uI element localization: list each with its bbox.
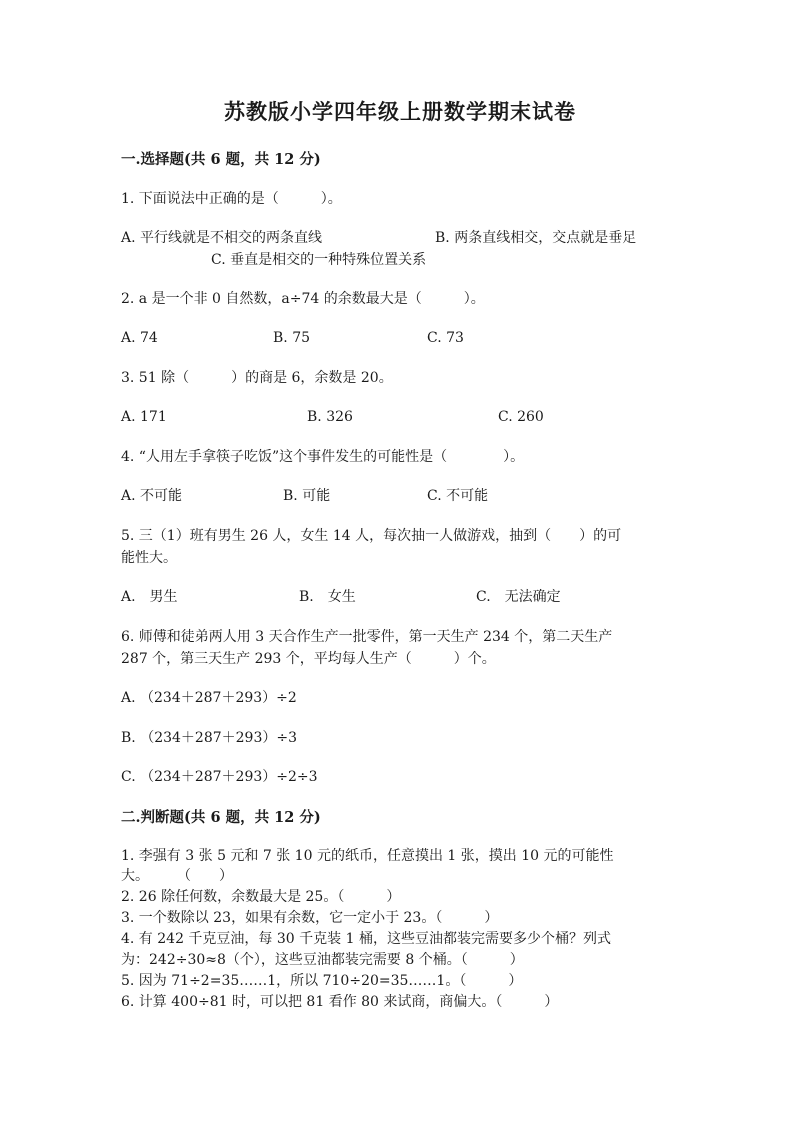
question-1-option-a: A. 平行线就是不相交的两条直线	[121, 230, 323, 246]
question-6-option-a: A. （234＋287＋293）÷2	[121, 690, 297, 706]
true-false-line: 2. 26 除任何数，余数最大是 25。（ ）	[121, 889, 401, 905]
question-5-option-a: A. 男生	[121, 589, 178, 605]
section-heading-true-false: 二.判断题(共 6 题，共 12 分)	[121, 809, 321, 826]
question-6-stem-line-1: 6. 师傅和徒弟两人用 3 天合作生产一批零件，第一天生产 234 个，第二天生产	[121, 629, 613, 645]
question-3-option-b: B. 326	[307, 409, 353, 425]
question-3-option-c: C. 260	[498, 409, 544, 425]
question-1-option-c: C. 垂直是相交的一种特殊位置关系	[211, 252, 427, 268]
true-false-line: 3. 一个数除以 23，如果有余数，它一定小于 23。（ ）	[121, 910, 499, 926]
question-6-option-c: C. （234＋287＋293）÷2÷3	[121, 769, 318, 785]
question-6-option-b: B. （234＋287＋293）÷3	[121, 730, 297, 746]
question-3-stem: 3. 51 除（ ）的商是 6，余数是 20。	[121, 370, 393, 386]
question-4-option-b: B. 可能	[283, 488, 331, 504]
question-3-option-a: A. 171	[121, 409, 167, 425]
true-false-line: 6. 计算 400÷81 时，可以把 81 看作 80 来试商，商偏大。（ ）	[121, 994, 559, 1010]
question-4-option-c: C. 不可能	[427, 488, 489, 504]
true-false-line: 为：242÷30≈8（个），这些豆油都装完需要 8 个桶。（ ）	[121, 952, 524, 968]
true-false-line: 4. 有 242 千克豆油，每 30 千克装 1 桶，这些豆油都装完需要多少个桶？列式	[121, 931, 611, 947]
question-2-option-b: B. 75	[273, 330, 311, 346]
question-5-option-b: B. 女生	[299, 589, 356, 605]
question-1-stem: 1. 下面说法中正确的是（ ）。	[121, 191, 342, 207]
section-heading-multiple-choice: 一.选择题(共 6 题，共 12 分)	[121, 151, 321, 168]
true-false-line: 1. 李强有 3 张 5 元和 7 张 10 元的纸币，任意摸出 1 张，摸出 10 元的可能性	[121, 848, 614, 864]
question-5-stem-line-2: 能性大。	[121, 550, 177, 566]
question-6-stem-line-2: 287 个，第三天生产 293 个，平均每人生产（ ）个。	[121, 651, 496, 667]
question-2-option-a: A. 74	[121, 330, 158, 346]
question-1-option-b: B. 两条直线相交，交点就是垂足	[435, 230, 637, 246]
true-false-line: 大。 （ ）	[121, 868, 233, 884]
question-4-stem: 4. “人用左手拿筷子吃饭”这个事件发生的可能性是（ ）。	[121, 449, 525, 465]
question-5-stem-line-1: 5. 三（1）班有男生 26 人，女生 14 人，每次抽一人做游戏，抽到（ ）的可	[121, 528, 622, 544]
question-5-option-c: C. 无法确定	[476, 589, 561, 605]
true-false-line: 5. 因为 71÷2=35……1，所以 710÷20=35……1。（ ）	[121, 973, 523, 989]
question-2-option-c: C. 73	[427, 330, 464, 346]
page-title: 苏教版小学四年级上册数学期末试卷	[224, 99, 576, 124]
question-4-option-a: A. 不可能	[121, 488, 183, 504]
question-2-stem: 2. a 是一个非 0 自然数，a÷74 的余数最大是（ ）。	[121, 291, 485, 307]
